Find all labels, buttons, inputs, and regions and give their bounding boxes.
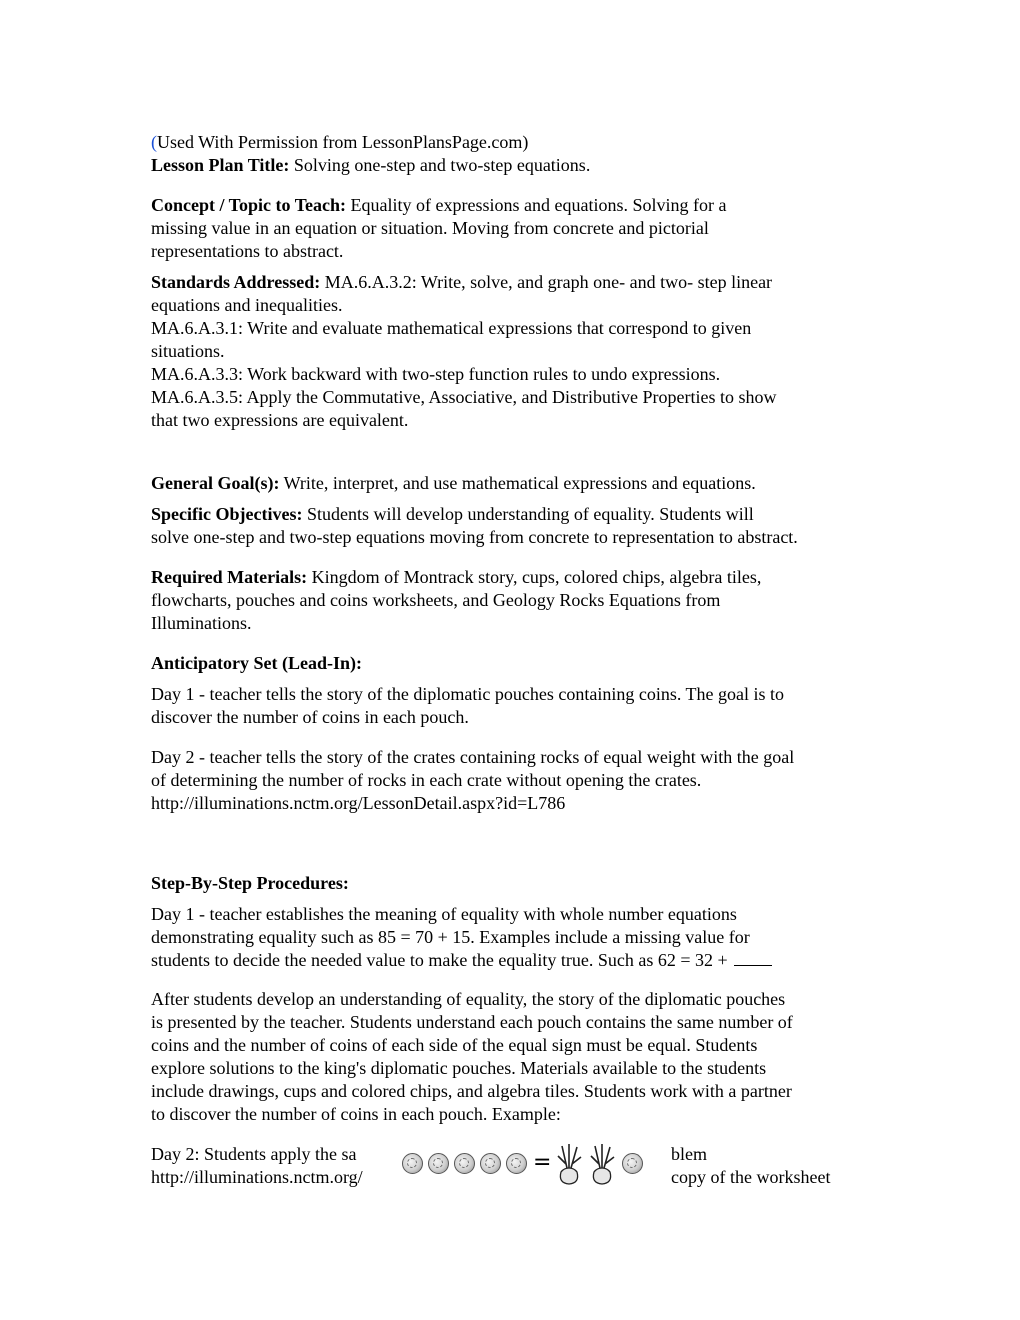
procedures-after-line-2: is presented by the teacher. Students understand each pouch contains the same number of — [151, 1012, 793, 1032]
procedures-after-line-3: coins and the number of coins of each side of the equal sign must be equal. Students — [151, 1035, 758, 1055]
anticipatory-heading: Anticipatory Set (Lead-In): — [151, 653, 362, 673]
standards-line-4: situations. — [151, 341, 225, 361]
permission-line: (Used With Permission from LessonPlansPage.com) — [151, 132, 529, 152]
procedures-day1-line-1: Day 1 - teacher establishes the meaning of equality with whole number equations — [151, 904, 737, 924]
procedures-after-line-6: to discover the number of coins in each pouch. Example: — [151, 1104, 561, 1124]
concept-line-2: missing value in an equation or situation. Moving from concrete and pictorial — [151, 218, 709, 238]
coin-icon — [428, 1153, 449, 1174]
anticipatory-day2-line-1: Day 2 - teacher tells the story of the crates containing rocks of equal weight with the goal — [151, 747, 795, 767]
standards-line-5: MA.6.A.3.3: Work backward with two-step function rules to undo expressions. — [151, 364, 721, 384]
pouches-coins-figure — [396, 1140, 668, 1192]
standards-line-1: Standards Addressed: MA.6.A.3.2: Write, solve, and graph one- and two- step linear — [151, 272, 773, 292]
procedures-url-right: copy of the worksheet — [671, 1167, 831, 1187]
lesson-title: Lesson Plan Title: Solving one-step and two-step equations. — [151, 155, 591, 175]
anticipatory-day1-line-2: discover the number of coins in each pouch. — [151, 707, 469, 727]
standards-line-7: that two expressions are equivalent. — [151, 410, 409, 430]
coin-icon — [622, 1153, 643, 1174]
procedures-url-left: http://illuminations.nctm.org/ — [151, 1167, 363, 1187]
coin-icon — [480, 1153, 501, 1174]
illuminations-url: http://illuminations.nctm.org/LessonDetail.aspx?id=L786 — [151, 793, 566, 813]
standards-line-2: equations and inequalities. — [151, 295, 343, 315]
anticipatory-day2-line-2: of determining the number of rocks in each crate without opening the crates. — [151, 770, 702, 790]
procedures-day2-right: blem — [671, 1144, 707, 1164]
concept-line-3: representations to abstract. — [151, 241, 344, 261]
answer-blank — [734, 949, 772, 966]
pouch-icon — [554, 1142, 584, 1186]
anticipatory-day1-line-1: Day 1 - teacher tells the story of the diplomatic pouches containing coins. The goal is to — [151, 684, 785, 704]
procedures-heading: Step-By-Step Procedures: — [151, 873, 349, 893]
general-goal: General Goal(s): Write, interpret, and use mathematical expressions and equations. — [151, 473, 756, 493]
procedures-day1-line-3: students to decide the needed value to make the equality true. Such as 62 = 32 + — [151, 949, 772, 972]
procedures-day1-line-2: demonstrating equality such as 85 = 70 + 15. Examples include a missing value for — [151, 927, 750, 947]
concept-line-1: Concept / Topic to Teach: Equality of expressions and equations. Solving for a — [151, 195, 727, 215]
procedures-after-line-1: After students develop an understanding of equality, the story of the diplomatic pouches — [151, 989, 786, 1009]
procedures-after-line-5: include drawings, cups and colored chips, and algebra tiles. Students work with a partner — [151, 1081, 792, 1101]
standards-line-3: MA.6.A.3.1: Write and evaluate mathematical expressions that correspond to given — [151, 318, 752, 338]
procedures-day2-left: Day 2: Students apply the sa — [151, 1144, 357, 1164]
coin-icon — [454, 1153, 475, 1174]
objectives-line-2: solve one-step and two-step equations moving from concrete to representation to abstract. — [151, 527, 798, 547]
standards-line-6: MA.6.A.3.5: Apply the Commutative, Associative, and Distributive Properties to show — [151, 387, 777, 407]
materials-line-2: flowcharts, pouches and coins worksheets, and Geology Rocks Equations from — [151, 590, 721, 610]
materials-line-1: Required Materials: Kingdom of Montrack story, cups, colored chips, algebra tiles, — [151, 567, 762, 587]
materials-line-3: Illuminations. — [151, 613, 252, 633]
objectives-line-1: Specific Objectives: Students will develop understanding of equality. Students will — [151, 504, 754, 524]
equals-sign: = — [533, 1150, 552, 1175]
procedures-after-line-4: explore solutions to the king's diplomatic pouches. Materials available to the students — [151, 1058, 767, 1078]
pouch-icon — [587, 1142, 617, 1186]
coin-icon — [506, 1153, 527, 1174]
coin-icon — [402, 1153, 423, 1174]
